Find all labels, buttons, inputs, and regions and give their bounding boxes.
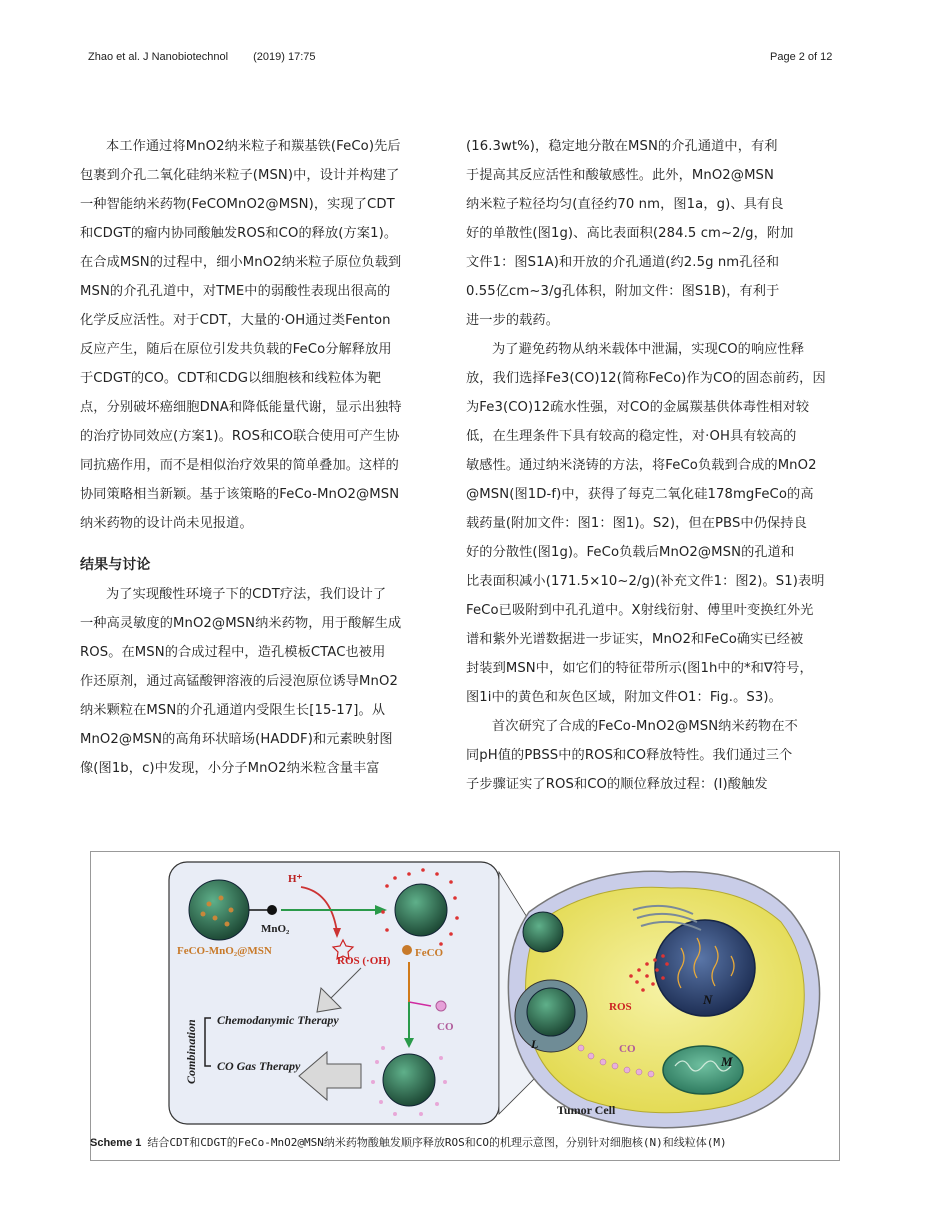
- cell-nanoparticle-icon: [527, 988, 575, 1036]
- text-line: 进一步的载药。: [466, 313, 560, 328]
- scheme-illustration: [91, 852, 839, 1160]
- combination-label: Combination: [184, 1019, 198, 1084]
- right-column: [466, 132, 864, 799]
- section-title: 结果与讨论: [80, 557, 151, 573]
- text-line: 纳米颗粒在MSN的介孔通道内受限生长[15-17]。从: [80, 703, 386, 718]
- caption-text: 结合CDT和CDGT的FeCo-MnO2@MSN纳米药物酸触发顺序释放ROS和CO的机理示意图，分别针对细胞核(N)和线粒体(M): [147, 1136, 727, 1149]
- page-number: Page 2 of 12: [770, 51, 833, 63]
- text-line: 化学反应活性。对于CDT，大量的·OH通过类Fenton: [80, 313, 391, 328]
- text-line: 为了避免药物从纳米载体中泄漏，实现CO的响应性释: [492, 342, 805, 357]
- text-line: 同抗癌作用，而不是相似治疗效果的简单叠加。这样的: [80, 458, 399, 473]
- results-paragraph: [80, 580, 456, 783]
- co-bubble-icon: [436, 1001, 446, 1011]
- text-line: 载药量(附加文件：图1：图1)。S2)，但在PBS中仍保持良: [466, 516, 807, 531]
- endosome-particle-icon: [523, 912, 563, 952]
- text-line: 文件1：图S1A)和开放的介孔通道(约2.5g nm孔径和: [466, 255, 780, 270]
- nanoparticle-icon: [189, 880, 249, 940]
- text-line: 于CDGT的CO。CDT和CDG以细胞核和线粒体为靶: [80, 371, 381, 386]
- text-line: ROS。在MSN的合成过程中，造孔模板CTAC也被用: [80, 645, 386, 660]
- text-line: 一种高灵敏度的MnO2@MSN纳米药物，用于酸解生成: [80, 616, 402, 631]
- therapy-co-gas: CO Gas Therapy: [217, 1059, 301, 1073]
- text-line: 放，我们选择Fe3(CO)12(简称FeCo)作为CO的固态前药，因: [466, 371, 826, 386]
- text-line: 点，分别破坏癌细胞DNA和降低能量代谢，显示出独特: [80, 400, 402, 415]
- label-mno2: MnO₂: [261, 923, 290, 935]
- left-column: [80, 132, 456, 783]
- label-nucleus: N: [703, 992, 713, 1007]
- intro-paragraph: [80, 132, 456, 538]
- text-line: 图1i中的黄色和灰色区域，附加文件O1：Fig.。S3)。: [466, 690, 782, 705]
- final-particle-icon: [383, 1054, 435, 1106]
- label-h-plus: H⁺: [288, 873, 303, 885]
- text-line: 封装到MSN中，如它们的特征带所示(图1h中的*和∇符号，: [466, 661, 813, 676]
- text-line: 的治疗协同效应(方案1)。ROS和CO联合使用可产生协: [80, 429, 400, 444]
- label-lysosome: L: [531, 1037, 539, 1051]
- text-line: 在合成MSN的过程中，细小MnO2纳米粒子原位负载到: [80, 255, 402, 270]
- label-co: CO: [437, 1021, 454, 1033]
- text-line: 反应产生，随后在原位引发共负载的FeCo分解释放用: [80, 342, 392, 357]
- mno2-particle-icon: [267, 905, 277, 915]
- text-line: 好的分散性(图1g)。FeCo负载后MnO2@MSN的孔道和: [466, 545, 795, 560]
- running-header-left: [88, 51, 316, 63]
- text-line: (16.3wt%)，稳定地分散在MSN的介孔通道中，有利: [466, 139, 778, 154]
- text-line: 一种智能纳米药物(FeCOMnO2@MSN)，实现了CDT: [80, 197, 395, 212]
- text-line: 本工作通过将MnO2纳米粒子和羰基铁(FeCo)先后: [106, 139, 401, 154]
- text-line: 像(图1b，c)中发现，小分子MnO2纳米粒含量丰富: [80, 761, 380, 776]
- label-feco: FeCO: [415, 947, 444, 959]
- text-line: @MSN(图1D-f)中，获得了每克二氧化硅178mgFeCo的高: [466, 487, 814, 502]
- label-ros-oh: ROS (·OH): [337, 955, 391, 967]
- label-particle: FeCO-MnO₂@MSN: [177, 945, 272, 957]
- scheme-figure: [90, 851, 840, 1161]
- text-line: 比表面积减小(171.5×10~2/g)(补充文件1：图2)。S1)表明: [466, 574, 825, 589]
- text-line: 和CDGT的瘤内协同酸触发ROS和CO的释放(方案1)。: [80, 226, 398, 241]
- text-line: 于提高其反应活性和酸敏感性。此外，MnO2@MSN: [466, 168, 774, 183]
- text-line: 0.55亿cm~3/g孔体积，附加文件：图S1B)，有利于: [466, 284, 780, 299]
- label-mitochondrion: M: [721, 1054, 733, 1069]
- caption-label: Scheme 1: [90, 1137, 142, 1149]
- text-line: 低，在生理条件下具有较高的稳定性，对·OH具有较高的: [466, 429, 797, 444]
- text-line: 纳米粒子粒径均匀(直径约70 nm，图1a，g)、具有良: [466, 197, 784, 212]
- text-line: 敏感性。通过纳米浇铸的方法，将FeCo负载到合成的MnO2: [466, 458, 817, 473]
- text-line: 谱和紫外光谱数据进一步证实，MnO2和FeCo确实已经被: [466, 632, 804, 647]
- text-line: FeCo已吸附到中孔孔道中。X射线衍射、傅里叶变换红外光: [466, 603, 814, 618]
- label-cell-ros: ROS: [609, 1001, 632, 1013]
- text-line: 为Fe3(CO)12疏水性强，对CO的金属羰基供体毒性相对较: [466, 400, 810, 415]
- text-line: 协同策略相当新颖。基于该策略的FeCo-MnO2@MSN: [80, 487, 400, 502]
- text-line: 为了实现酸性环境子下的CDT疗法，我们设计了: [106, 587, 387, 602]
- text-line: 好的单散性(图1g)、高比表面积(284.5 cm~2/g，附加: [466, 226, 794, 241]
- text-line: MnO2@MSN的高角环状暗场(HADDF)和元素映射图: [80, 732, 393, 747]
- text-line: MSN的介孔孔道中，对TME中的弱酸性表现出很高的: [80, 284, 391, 299]
- header-authors: Zhao et al. J Nanobiotechnol: [88, 51, 229, 63]
- figure-caption: [90, 1134, 727, 1150]
- text-line: 包裹到介孔二氧化硅纳米粒子(MSN)中，设计并构建了: [80, 168, 400, 183]
- text-line: 作还原剂，通过高锰酸钾溶液的后浸泡原位诱导MnO2: [80, 674, 398, 689]
- text-line: 纳米药物的设计尚未见报道。: [80, 516, 253, 531]
- text-line: 子步骤证实了ROS和CO的顺位释放过程：(I)酸触发: [466, 777, 768, 792]
- right-paragraphs: [466, 132, 864, 799]
- label-cell-co: CO: [619, 1043, 636, 1055]
- header-year-volume: (2019) 17:75: [253, 51, 316, 63]
- tumor-cell-label: Tumor Cell: [557, 1103, 616, 1117]
- activated-particle-icon: [395, 884, 447, 936]
- feco-particle-icon: [402, 945, 412, 955]
- text-line: 同pH值的PBSS中的ROS和CO释放特性。我们通过三个: [466, 748, 793, 763]
- therapy-chemodynamic: Chemodanymic Therapy: [217, 1013, 339, 1027]
- text-line: 首次研究了合成的FeCo-MnO2@MSN纳米药物在不: [492, 719, 798, 734]
